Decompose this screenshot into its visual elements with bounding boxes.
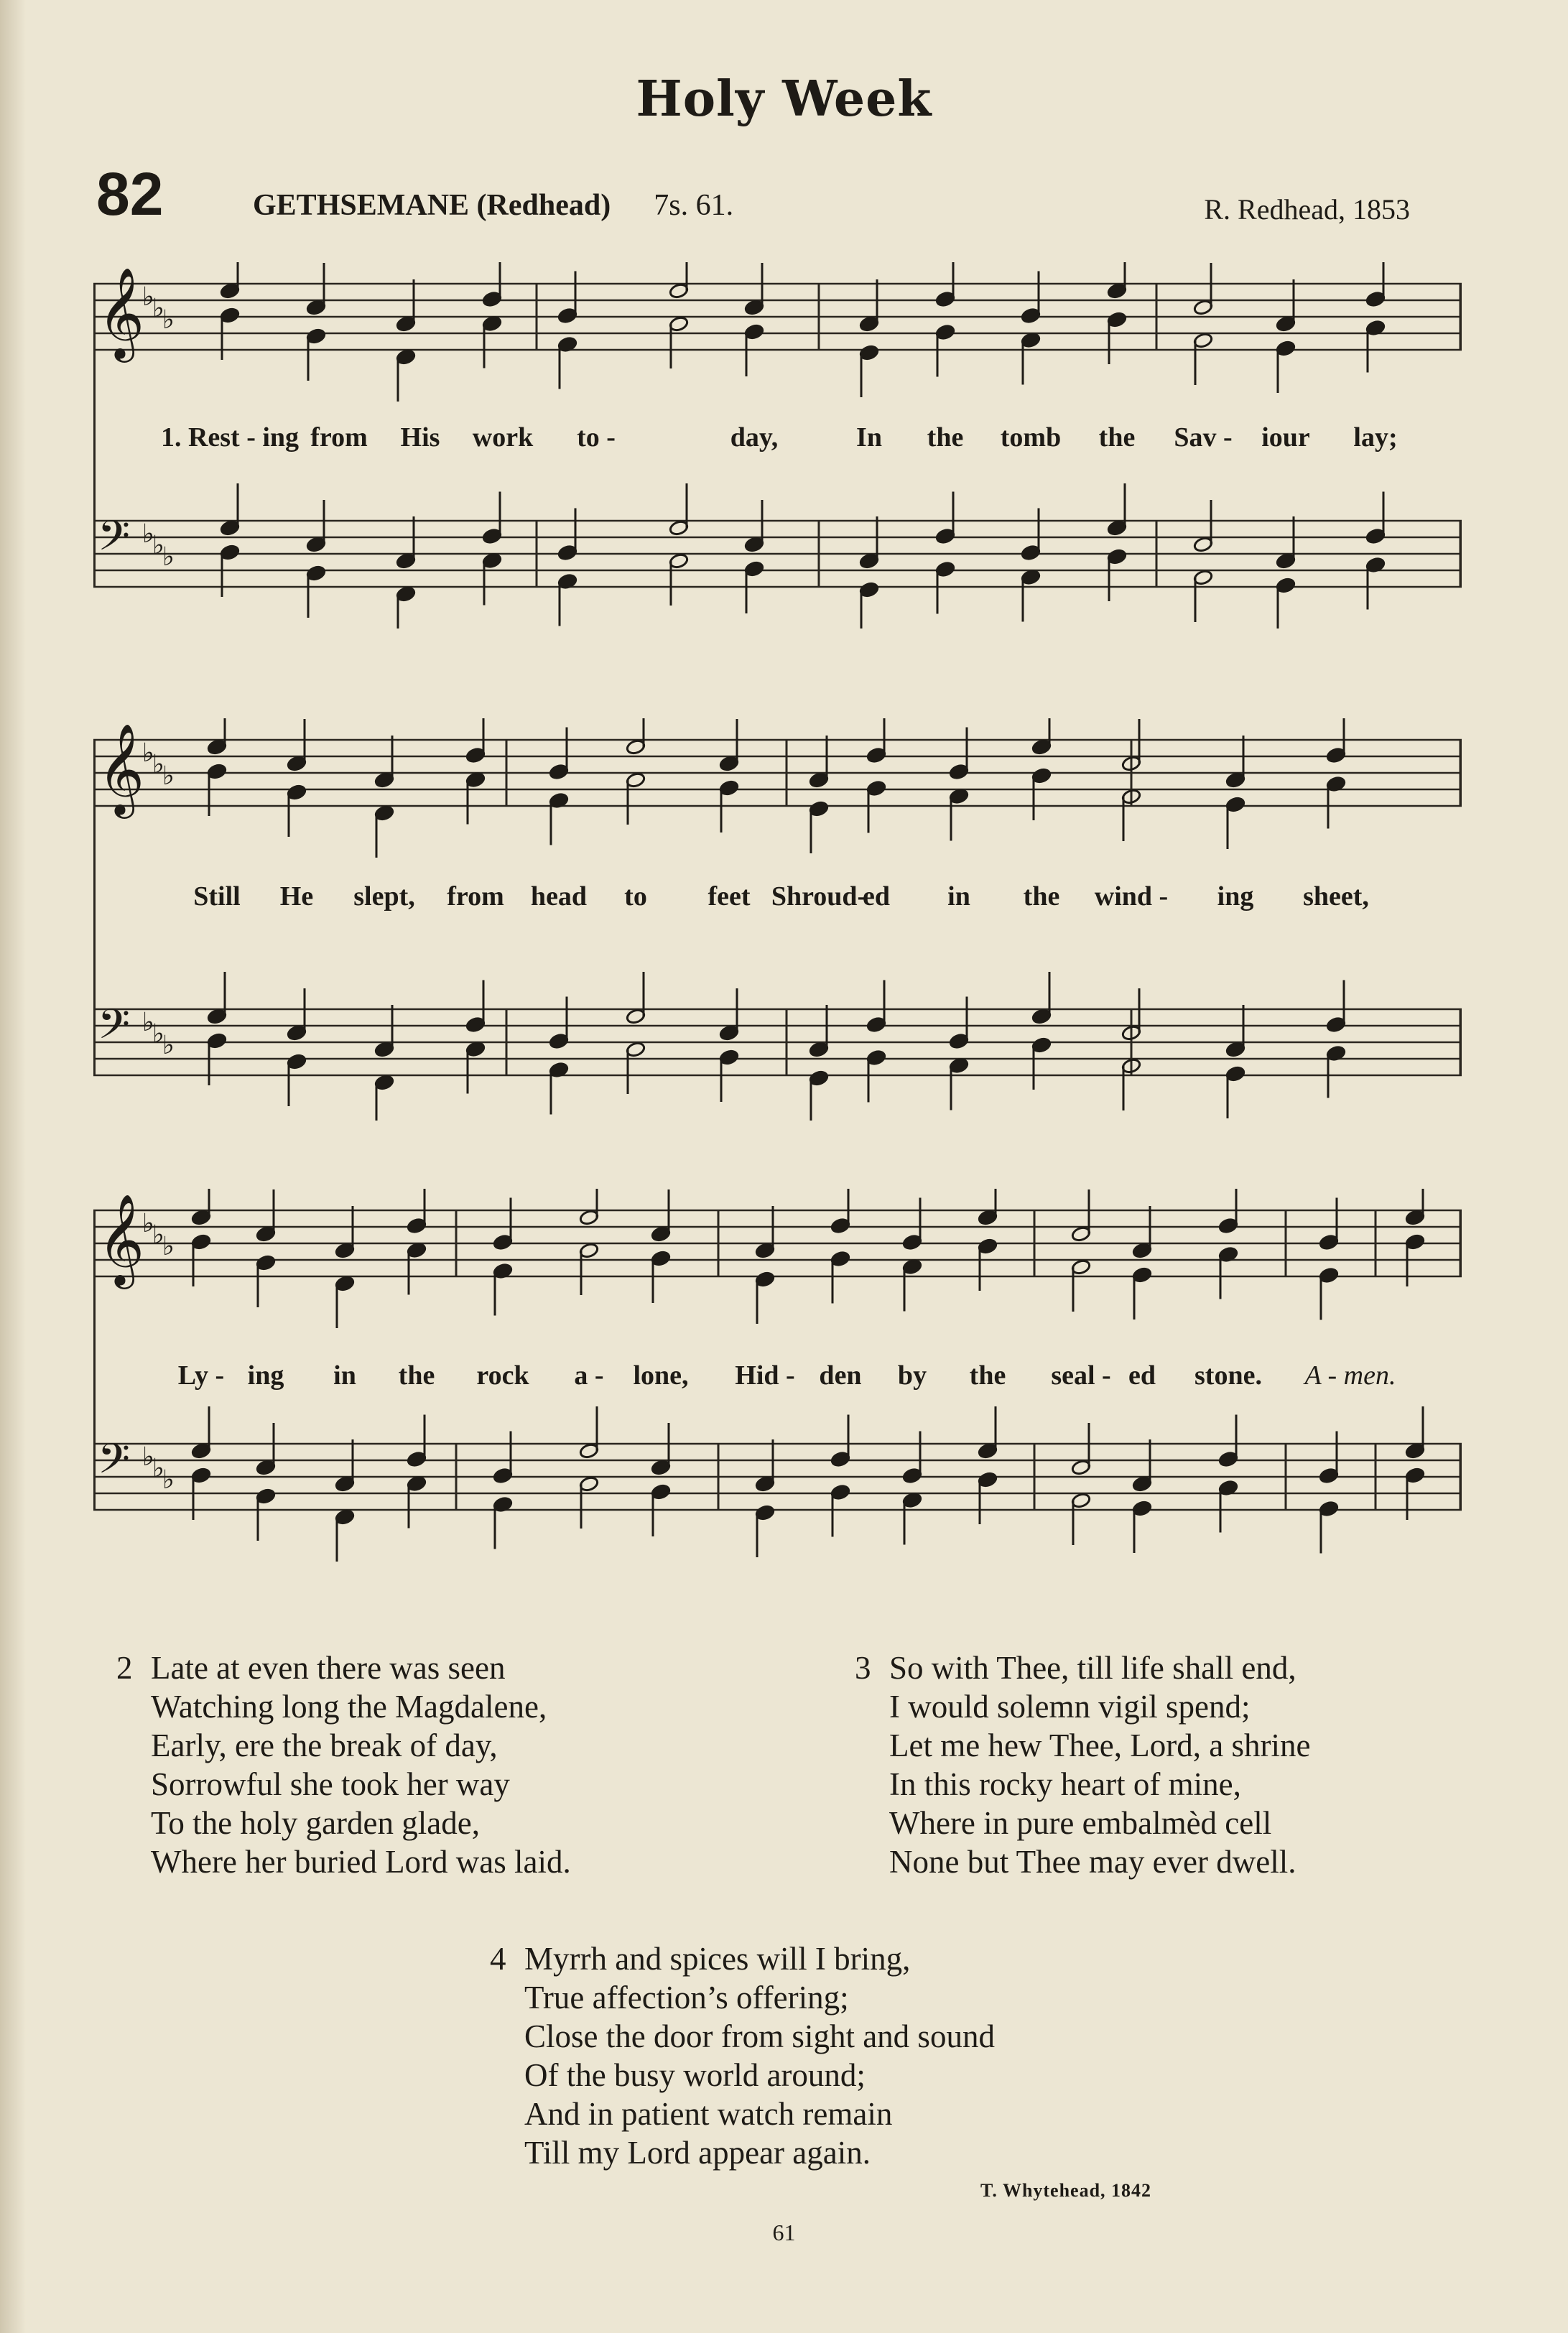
bass-staff	[93, 972, 1462, 1121]
verse-line: To the holy garden glade,	[151, 1805, 480, 1841]
verse-line: I would solemn vigil spend;	[889, 1689, 1251, 1725]
lyric-syllable: ing	[1217, 881, 1254, 912]
lyric-syllable: iour	[1261, 422, 1310, 453]
flat-icon: ♭	[142, 1008, 154, 1037]
verse-line: Where in pure embalmèd cell	[889, 1805, 1272, 1841]
lyric-syllable: stone.	[1194, 1360, 1262, 1391]
verse-number: 2	[116, 1650, 133, 1686]
lyric-syllable: Sav -	[1174, 422, 1233, 453]
flat-icon: ♭	[162, 1031, 175, 1060]
treble-clef-icon: 𝄞	[98, 1193, 145, 1285]
verse-number: 3	[855, 1650, 871, 1686]
flat-icon: ♭	[152, 1019, 164, 1049]
verse-4	[490, 1939, 995, 2172]
verse-line: In this rocky heart of mine,	[889, 1766, 1241, 1802]
lyric-syllable: den	[819, 1360, 862, 1391]
flat-icon: ♭	[142, 282, 154, 312]
flat-icon: ♭	[142, 738, 154, 768]
verse-line: Let me hew Thee, Lord, a shrine	[889, 1727, 1311, 1763]
treble-staff	[93, 1189, 1462, 1328]
verse-line: Early, ere the break of day,	[151, 1727, 498, 1763]
lyric-syllable: He	[279, 881, 314, 912]
treble-clef-icon: 𝄞	[98, 723, 145, 815]
flat-icon: ♭	[142, 519, 154, 549]
flat-icon: ♭	[142, 1209, 154, 1238]
music-system-1	[93, 262, 1462, 629]
lyric-syllable: day,	[730, 422, 779, 453]
music-system-3	[93, 1189, 1462, 1577]
lyric-syllable: the	[1098, 422, 1136, 453]
lyric-syllable: sheet,	[1303, 881, 1369, 912]
verse-line: Late at even there was seen	[151, 1650, 506, 1686]
lyric-syllable: the	[398, 1360, 435, 1391]
lyric-syllable: Hid -	[735, 1360, 795, 1391]
flat-icon: ♭	[162, 1465, 175, 1495]
flat-icon: ♭	[162, 305, 175, 335]
tune-heading	[253, 188, 733, 223]
flat-icon: ♭	[152, 1220, 164, 1250]
lyric-syllable: ed	[863, 881, 890, 912]
lyric-syllable: Ly -	[177, 1360, 225, 1391]
verse-line: And in patient watch remain	[524, 2096, 893, 2132]
lyric-syllable: in	[947, 881, 970, 912]
lyric-syllable: a -	[574, 1360, 604, 1391]
lyric-syllable: the	[927, 422, 964, 453]
verse-line: True affection’s offering;	[524, 1980, 849, 2016]
music-staves	[93, 718, 1462, 1121]
lyric-syllable: to -	[577, 422, 616, 453]
bass-clef-icon: 𝄢	[98, 511, 131, 570]
verse-line: Sorrowful she took her way	[151, 1766, 510, 1802]
music-system-2	[93, 718, 1462, 1121]
flat-icon: ♭	[152, 750, 164, 779]
bass-staff	[93, 1406, 1462, 1562]
lyric-syllable: A - men.	[1304, 1360, 1396, 1391]
verse-3	[855, 1648, 1310, 1881]
verse-line: Close the door from sight and sound	[524, 2018, 995, 2054]
flat-icon: ♭	[162, 761, 175, 791]
lyric-syllable: the	[1023, 881, 1060, 912]
lyric-syllable: from	[447, 881, 504, 912]
lyric-syllable: to	[624, 881, 647, 912]
flat-icon: ♭	[152, 1454, 164, 1483]
verse-number: 4	[490, 1941, 506, 1977]
page-number: 61	[772, 2220, 796, 2245]
author-credit: T. Whytehead, 1842	[980, 2180, 1152, 2201]
lyric-syllable: Shroud-	[771, 881, 867, 912]
lyric-syllable: lay;	[1353, 422, 1398, 453]
bass-clef-icon: 𝄢	[98, 1000, 131, 1059]
lyric-syllable: tomb	[1000, 422, 1062, 453]
page-edge-shadow	[0, 0, 26, 2333]
verse-line: Watching long the Magdalene,	[151, 1689, 547, 1725]
lyric-syllable: ing	[247, 1360, 284, 1391]
lyric-syllable: wind -	[1094, 881, 1169, 912]
lyric-syllable: by	[897, 1360, 927, 1391]
verse-line: So with Thee, till life shall end,	[889, 1650, 1296, 1686]
tune-name: GETHSEMANE (Redhead)	[253, 189, 611, 222]
lyric-syllable: slept,	[353, 881, 415, 912]
lyric-syllable: in	[333, 1360, 356, 1391]
lyric-syllable: 1. Rest - ing	[160, 422, 300, 453]
bass-staff	[93, 483, 1462, 629]
treble-staff	[93, 262, 1462, 402]
lyric-syllable: work	[472, 422, 534, 453]
verse-line: None but Thee may ever dwell.	[889, 1844, 1296, 1880]
lyric-syllable: In	[856, 422, 882, 453]
bass-clef-icon: 𝄢	[98, 1434, 131, 1493]
treble-staff	[93, 718, 1462, 858]
verse-line: Till my Lord appear again.	[524, 2135, 871, 2171]
flat-icon: ♭	[162, 1232, 175, 1261]
flat-icon: ♭	[162, 542, 175, 572]
lyric-syllable: His	[400, 422, 440, 453]
flat-icon: ♭	[152, 531, 164, 560]
lyric-syllable: from	[310, 422, 368, 453]
lyric-syllable: the	[969, 1360, 1006, 1391]
lyric-syllable: seal -	[1051, 1360, 1111, 1391]
verse-line: Myrrh and spices will I bring,	[524, 1941, 911, 1977]
hymn-number: 82	[96, 160, 164, 228]
flat-icon: ♭	[152, 294, 164, 323]
lyric-syllable: Still	[193, 881, 241, 912]
lyric-syllable: ed	[1128, 1360, 1156, 1391]
verse-2	[116, 1648, 571, 1881]
lyric-syllable: rock	[476, 1360, 529, 1391]
treble-clef-icon: 𝄞	[98, 266, 145, 358]
running-title: Holy Week	[636, 70, 932, 128]
meter: 7s. 61.	[654, 189, 734, 222]
lyric-syllable: feet	[708, 881, 751, 912]
verse-line: Of the busy world around;	[524, 2057, 866, 2093]
verse-line: Where her buried Lord was laid.	[151, 1844, 571, 1880]
composer: R. Redhead, 1853	[1204, 193, 1410, 226]
lyric-syllable: head	[530, 881, 588, 912]
lyric-syllable: lone,	[633, 1360, 689, 1391]
flat-icon: ♭	[142, 1442, 154, 1472]
